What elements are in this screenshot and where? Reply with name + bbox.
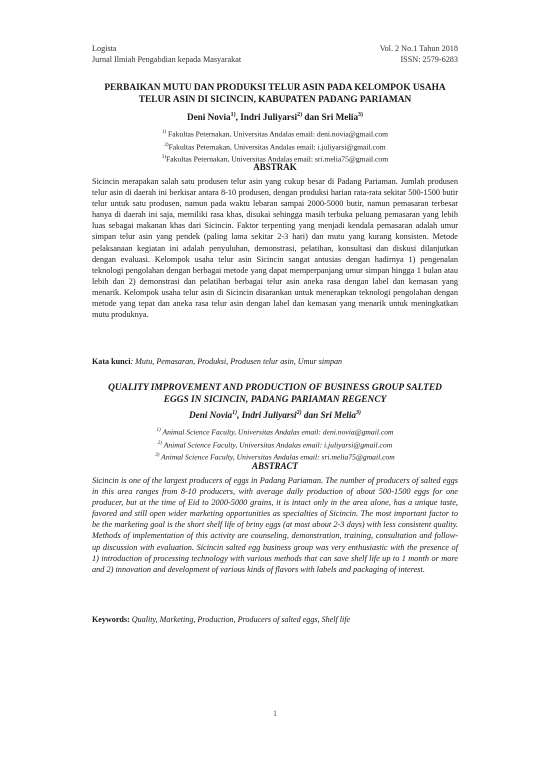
affiliations-en (80, 425, 470, 463)
journal-name: Logista (92, 44, 117, 53)
keywords-text: : Mutu, Pemasaran, Produksi, Produsen telur asin, Umur simpan (130, 357, 343, 366)
authors-id: Deni Novia$^{1)}$, Indri Juliyarsi$^{2)}$ dan Sri Melia$^{3)}$ (186, 112, 364, 123)
affiliation: $^{2)}$Fakultas Peternakan, Universitas Andalas email: i.juliyarsi@gmail.com (164, 142, 386, 152)
keywords-text: Quality, Marketing, Production, Producers of salted eggs, Shelf life (129, 615, 351, 624)
paper-title-id: PERBAIKAN MUTU DAN PRODUKSI TELUR ASIN PADA KELOMPOK USAHA TELUR ASIN DI SICINCIN, KABUPATEN PADANG PARIAMAN (104, 83, 446, 105)
abstract-body-id: Sicincin merapakan salah satu produsen telur asin yang cukup besar di Padang Pariaman. Jumlah produsen telur asin di daerah ini berkisar antara 8-10 produsen, dengan produksi harian rata-rata sekitar 500-1500 butir telur untuk satu produsen, namun pada waktu lebaran sampai 2000-5000 butir, namun pemasaran terbesar hanya di daerah ini saja, memiliki rasa khas, disukai sehingga masih terbuka peluang pemasaran yang lebih luas sebagai makanan khas dari Sicincin. Faktor terpenting yang menjadi kendala pemasaran adalah umur simpan telur asin yang pendek (paling lama sekitar 2-3 hari) dan mutu yang kurang konsisten. Metode pelaksanaan kegiatan ini adalah penyuluhan, demonstrasi, pelatihan, konsultasi dan diskusi dilanjutkan dengan evaluasi. Kelompok usaha telur asin Sicincin sangat antusias dengan hadirnya 1) pengenalan teknologi pengolahan dengan berbagai metode yang dapat memperpanjang umur simpan hingga 1 bulan atau lebih dan 2) demonstrasi dan pelatihan berbagai telur asin aneka rasa dengan label dan kemasan yang menarik. Kelompok usaha telur asin di Sicincin disarankan untuk menerapkan teknologi pengolahan dengan metode yang tepat dan aneka rasa telur asin dengan label dan kemasan yang menarik untuk meningkatkan mutu produknya. (92, 177, 458, 320)
volume-info: Vol. 2 No.1 Tahun 2018 (379, 44, 458, 53)
abstract-heading-en: ABSTRACT (251, 461, 298, 471)
page-number: 1 (273, 709, 277, 718)
journal-subtitle: Jurnal Ilmiah Pengabdian kepada Masyarakat (92, 54, 242, 64)
affiliation: $^{1)}$ Animal Science Faculty, Universitas Andalas email: deni.novia@gmail.com (156, 427, 394, 437)
affiliation: $^{2)}$ Animal Science Faculty, Universitas Andalas email: i.juliyarsi@gmail.com (157, 440, 393, 450)
affiliation: $^{3)}$ Animal Science Faculty, Universitas Andalas email: sri.melia75@gmail.com (155, 452, 395, 462)
page-header (92, 44, 458, 65)
abstract-body-en: Sicincin is one of the largest producers of eggs in Padang Pariaman. The number of producers of salted eggs in this area ranges from 8-10 producers, with average daily production of about 500-1500 eggs for one producer, but at the time of Eid to 2000-5000 grains, it is intact only in the area alone, has a unique taste, favored and still open wider marketing opportunities as specialties of Sicincin. The most important factor to be the marketing goal is the short shelf life of briny eggs (at most about 2-3 days) with less consistent quality. Methods of implementation of this activity are counseling, demonstration, training, consultation and follow-up discussion with evaluation. Sicincin salted egg business group was very enthusiastic with the presence of 1) introduction of processing technology with various methods that can save shelf life up to 1 month or more and 2) innovation and development of various kinds of flavors with labels and packaging of interest. (92, 476, 458, 574)
keywords-label: Kata kunci (92, 357, 131, 366)
abstract-heading-id: ABSTRAK (253, 162, 297, 172)
issn: ISSN: 2579-6283 (400, 54, 458, 64)
keywords-en (92, 615, 458, 624)
keywords-label: Keywords: (92, 615, 130, 624)
authors-en: Deni Novia$^{1)}$, Indri Juliyarsi$^{2)}$ dan Sri Melia$^{3)}$ (189, 410, 361, 421)
paper-title-en: QUALITY IMPROVEMENT AND PRODUCTION OF BUSINESS GROUP SALTED EGGS IN SICINCIN, PADANG PARIAMAN REGENCY (108, 383, 442, 405)
affiliation: $^{1)}$ Fakultas Peternakan, Universitas Andalas email: deni.novia@gmail.com (161, 129, 389, 139)
keywords-id (92, 357, 458, 366)
affiliation: $^{3)}$Fakultas Peternakan, Universitas Andalas email: sri.melia75@gmail.com (161, 154, 389, 164)
affiliations-id (80, 127, 470, 165)
